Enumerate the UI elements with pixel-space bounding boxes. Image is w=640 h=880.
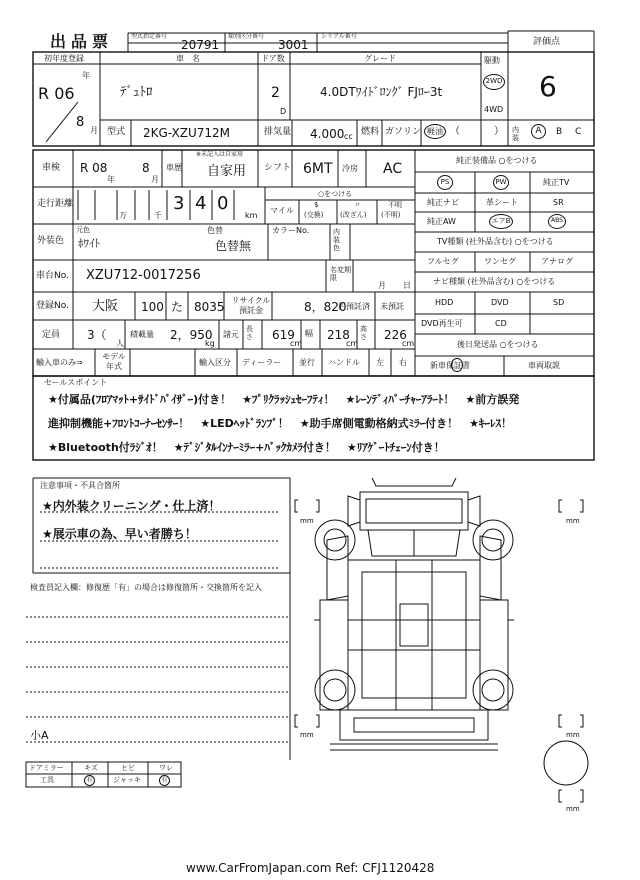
stock-ps-circled: PS: [437, 175, 453, 190]
handle-left: 左: [376, 358, 384, 367]
notes-line-1: ★内外装クリーニング・仕上済！: [42, 499, 221, 513]
paint-label: 色替: [207, 226, 223, 235]
reg-num: 8035: [194, 300, 225, 314]
grade-label: グレード: [364, 54, 396, 63]
width-label: 幅: [305, 329, 313, 338]
score-label: 評価点: [533, 37, 561, 47]
inspector-note: 小A: [30, 729, 49, 742]
docs-warranty-circle-mark: [451, 358, 463, 372]
sales-line-1: ★付属品(ﾌﾛｱﾏｯﾄ+ｻｲﾄﾞﾊﾞｲｻﾞｰ)付き！ ★ﾌﾟﾘｸﾗｯｼｭｾｰﾌﾃｨ！ ★ﾚｰﾝﾃﾞｨﾊﾟｰﾁｬｰｱﾗｰﾄ！ ★前方誤発: [48, 393, 520, 406]
length-label: 長さ: [246, 325, 253, 341]
legend-jack-yes: 有: [159, 775, 170, 786]
import-parallel: 並行: [299, 358, 315, 367]
length-unit: cm: [290, 339, 303, 348]
tv-analog: アナログ: [541, 257, 573, 266]
drive-label: 駆動: [484, 56, 500, 65]
serial-label: シリアル番号: [321, 33, 357, 40]
legend-scratch: キズ: [84, 764, 98, 772]
import-label: 輸入車のみ⇒: [36, 358, 83, 367]
inspection-month-unit: 月: [151, 175, 159, 184]
length-value: 619: [272, 328, 295, 342]
type-label: 型式: [107, 127, 126, 137]
model-code-label: 型式指定番号: [131, 33, 168, 40]
leather-seat: 革シート: [486, 198, 518, 207]
first-reg-month-unit: 月: [90, 126, 98, 135]
navi-sd: SD: [553, 298, 565, 307]
first-reg-label: 初年度登録: [44, 54, 84, 63]
name-change-month: 月: [378, 281, 386, 290]
car-name: ﾃﾞｭﾄﾛ: [120, 85, 153, 100]
color-label: 外装色: [37, 236, 65, 246]
mileage-option-unknown: (不明): [381, 211, 401, 219]
inspection-label: 車検: [42, 163, 61, 173]
load-label: 積載量: [130, 330, 154, 339]
tv-oneseg: ワンセグ: [484, 257, 516, 266]
paint-value: 色替無: [215, 239, 252, 253]
usage-label: 車歴: [166, 163, 182, 172]
navi-cd: CD: [495, 319, 507, 328]
navi-dvd: DVD: [491, 298, 509, 307]
doors-type: D: [280, 107, 287, 116]
notes-line-2: ★展示車の為、早い者勝ち！: [42, 527, 197, 541]
class-code: 3001: [278, 38, 309, 52]
mm-rear-right: mm: [566, 731, 580, 739]
capacity-unit: 人: [116, 339, 124, 348]
docs-manual: 車両取説: [528, 361, 560, 370]
ac-label: 冷房: [342, 164, 358, 173]
doors-label: ドア数: [261, 54, 285, 63]
fuel-bracket-open: （: [450, 126, 460, 137]
handle-label: ハンドル: [328, 358, 360, 367]
first-reg-slash: [40, 96, 100, 146]
reg-place: 大阪: [92, 299, 119, 314]
docs-warranty: 新車保証書: [430, 361, 470, 370]
usage-value: 自家用: [207, 164, 247, 179]
mileage-option-altered: (改ざん): [340, 211, 367, 219]
shift-label: シフト: [264, 163, 292, 173]
first-reg-era: R 06: [38, 84, 75, 103]
reg-kana: た: [171, 300, 184, 314]
fuel-bracket-close: ）: [494, 126, 504, 137]
ac-value: AC: [383, 161, 403, 177]
navi-hdd: HDD: [435, 298, 454, 307]
legend-tools: 工具: [40, 776, 54, 784]
mileage-note: ○をつける: [318, 190, 353, 198]
sunroof: SR: [553, 198, 564, 207]
recycle-amount: 8，820: [304, 300, 347, 314]
height-unit: cm: [402, 339, 415, 348]
width-value: 218: [327, 328, 350, 342]
mileage-option-exchange: (交換): [304, 211, 324, 219]
orig-color-label: 元色: [76, 226, 90, 234]
legend-crack: ヒビ: [121, 764, 135, 772]
interior-color-label: 内装色: [333, 228, 340, 252]
reg-no-label: 登録No.: [36, 301, 69, 311]
usage-note: ※未記入は自家用: [196, 151, 244, 158]
doors-value: 2: [271, 85, 280, 101]
stock-pw-circled: PW: [493, 175, 509, 190]
displacement-value: 4.000: [310, 127, 345, 141]
load-unit: kg: [205, 339, 215, 348]
legend-jack: ジャッキ: [113, 776, 141, 784]
chassis-label: 車台No.: [36, 271, 69, 281]
inspector-label: 検査員記入欄：修復歴「有」の場合は修復箇所・交換箇所を記入: [30, 583, 262, 592]
displacement-unit: cc: [344, 132, 353, 141]
airbag-circled: エアB: [489, 214, 513, 229]
stock-equipment-label: 純正装備品 ○をつける: [456, 156, 538, 165]
navi-dvd-play: DVD再生可: [421, 319, 463, 328]
chassis-value: XZU712-0017256: [86, 268, 201, 283]
inspection-value: R 08: [80, 161, 108, 175]
mm-rear-left: mm: [300, 731, 314, 739]
interior-label: 内装: [512, 126, 519, 142]
stock-navi: 純正ナビ: [427, 198, 459, 207]
sheet-title: 出品票: [50, 32, 114, 51]
height-value: 226: [384, 328, 407, 342]
height-label: 高さ: [360, 325, 367, 341]
navi-type-label: ナビ種類 (社外品含む) ○をつける: [433, 277, 556, 286]
inspection-year-unit: 年: [107, 175, 115, 184]
score-value: 6: [539, 70, 557, 103]
car-name-label: 車 名: [176, 54, 200, 63]
mileage-digit-2: 4: [195, 193, 207, 214]
orig-color-value: ﾎﾜｲﾄ: [78, 237, 100, 250]
fuel-gasoline: ガソリン: [385, 127, 422, 137]
mileage-option-exchange-top: $: [314, 201, 319, 209]
handle-right: 右: [399, 358, 407, 367]
footer-reference: www.CarFromJapan.com Ref: CFJ1120428: [186, 861, 435, 875]
mileage-km: km: [245, 211, 258, 220]
stock-aw: 純正AW: [427, 217, 456, 226]
mileage-option-altered-top: 〃: [354, 201, 361, 209]
abs-circled: ABS: [548, 214, 566, 229]
sales-line-2: 進抑制機能+ﾌﾛﾝﾄｺｰﾅｰｾﾝｻｰ！ ★LEDﾍｯﾄﾞﾗﾝﾌﾟ！ ★助手席側電動格納式ﾐﾗｰ付き！ ★ｷｰﾚｽ！: [48, 417, 512, 430]
mileage-digit-3: 0: [217, 193, 229, 214]
mm-front-left: mm: [300, 517, 314, 525]
limit-label: 諸元: [223, 330, 239, 339]
legend-tools-yes: 有: [84, 775, 95, 786]
color-no-label: カラーNo.: [272, 226, 310, 235]
mm-spare: mm: [566, 805, 580, 813]
drive-4wd: 4WD: [484, 105, 504, 114]
drive-2wd-circled: 2WD: [483, 74, 505, 90]
mileage-man: 万: [119, 211, 127, 220]
inspection-month: 8: [142, 161, 150, 175]
load-value: 2，950: [170, 328, 213, 342]
fuel-label: 燃料: [361, 127, 380, 137]
recycle-status: 未預託: [380, 302, 404, 311]
mileage-option-mile: マイル: [270, 206, 294, 215]
import-dealer: ディーラー: [242, 358, 282, 367]
name-change-label: 名変期限: [330, 266, 351, 282]
legend-door-mirror: ドアミラー: [29, 764, 64, 772]
tv-fullseg: フルセグ: [427, 257, 459, 266]
capacity-label: 定員: [42, 330, 61, 340]
notes-label: 注意事項・不具合箇所: [40, 481, 120, 490]
mileage-digit-1: 3: [173, 193, 185, 214]
mileage-sen: 千: [154, 211, 162, 220]
sales-label: セールスポイント: [44, 378, 108, 387]
sales-line-3: ★Bluetooth付ﾗｼﾞｵ！ ★ﾃﾞｼﾞﾀﾙｲﾝﾅｰﾐﾗｰ+ﾊﾞｯｸｶﾒﾗ付き！ ★ﾘｱｹﾞｰﾄﾁｪｰﾝ付き！: [48, 441, 445, 454]
model-year-label: モデル年式: [102, 352, 126, 371]
tv-type-label: TV種類 (社外品含む) ○をつける: [437, 237, 554, 246]
displacement-label: 排気量: [264, 127, 292, 137]
type-value: 2KG-XZU712M: [143, 126, 231, 140]
first-reg-month: 8: [76, 115, 85, 130]
import-class-label: 輸入区分: [199, 358, 231, 367]
capacity-value: 3（: [87, 328, 107, 342]
interior-b: B: [556, 127, 563, 137]
reg-class: 100: [141, 300, 164, 314]
legend-break: ワレ: [159, 764, 173, 772]
stock-tv: 純正TV: [543, 178, 570, 187]
model-code: 20791: [181, 38, 220, 52]
mileage-label: 走行距離: [37, 199, 74, 209]
first-reg-year-unit: 年: [82, 71, 90, 80]
mm-front-right: mm: [566, 517, 580, 525]
class-code-label: 類別区分番号: [228, 33, 265, 40]
name-change-day: 日: [403, 281, 411, 290]
recycle-unit: 円預託済: [338, 302, 370, 311]
fuel-diesel-circled: 軽油: [424, 124, 446, 139]
interior-a-circled: A: [531, 124, 546, 139]
grade-value: 4.0DTﾜｲﾄﾞﾛﾝｸﾞ FJﾛｰ3t: [320, 85, 443, 99]
mileage-option-unknown-top: 不明: [388, 201, 402, 209]
interior-c: C: [575, 127, 582, 137]
width-unit: cm: [346, 339, 359, 348]
shift-value: 6MT: [303, 161, 333, 177]
recycle-label: リサイクル預託金: [231, 296, 271, 315]
docs-label: 後日発送品 ○をつける: [457, 340, 539, 349]
